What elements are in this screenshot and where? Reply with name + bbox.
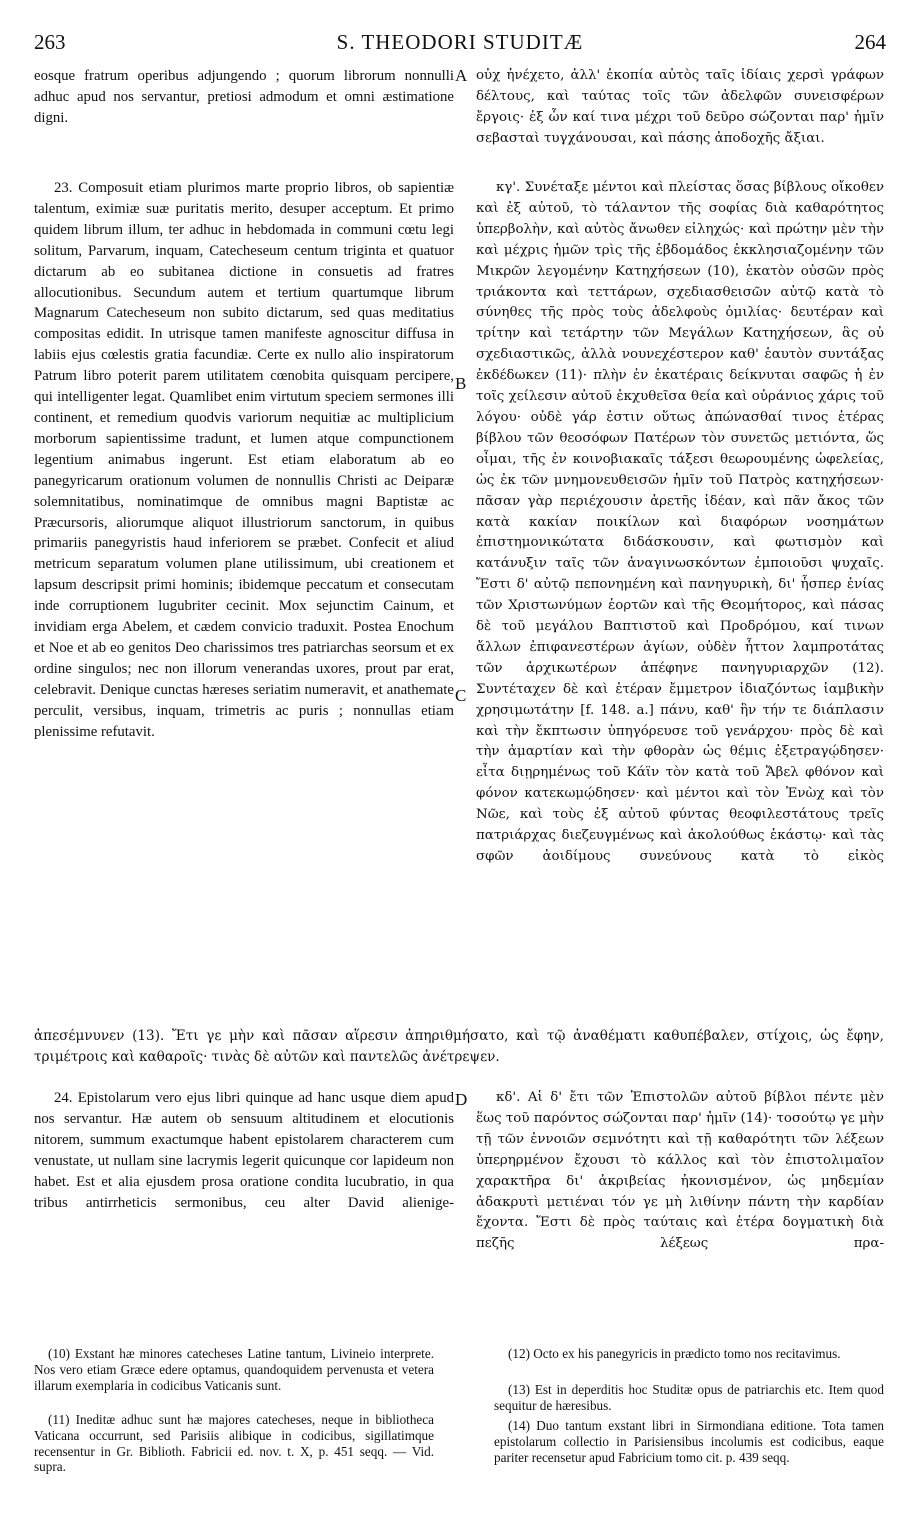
greek-paragraph-23: κγ'. Συνέταξε μέντοι καὶ πλείστας ὅσας βίβλους οἴκοθεν καὶ ἐξ αὐτοῦ, τὸ τάλαντον τῆς σοφίας διὰ καθαρότητος ὑπερβολὴν, καὶ αὐτὸς ἄνωθεν εἰληχώς· καὶ πρώτην μὲν τὴν καὶ μέχρις ἡμῶν τρὶς τῆς ἑβδομάδος ἐκκλησιαζομένην τῶν Μικρῶν λεγομένην Κατηχήσεων (10), ἑκατὸν οὐσῶν πρὸς τριάκοντα καὶ τεττάρων, σχεδιασθεισῶν αὐτῷ κατὰ τὸ σύνηθες τῆς πρὸς τοὺς ἀδελφοὺς ὁμιλίας· δευτέραν καὶ τρίτην καὶ τετάρτην τῶν Μεγάλων Κατηχήσεων, ἃς οὐ σχεδιαστικῶς, ἀλλὰ νουνεχέστερον καθ' ἑαυτὸν συντάξας ἐκδέδωκεν (11)· πλὴν ἐν ἑκατέραις δείκνυται σαφῶς ἡ ἐν τοῖς χείλεσιν αὐτοῦ ἐκχυθεῖσα θεία καὶ οὐράνιος χάρις τοῦ λόγου· οὐδὲ γάρ ἐστιν οὕτως ἀπώνασθαί τινος ἑτέρας βίβλου τῶν θεοσόφων Πατέρων τὸν συνετῶς μετιόντα, ὥς οἶμαι, τῆς ἐν κοινοβιακαῖς τάξεσι θεωρουμένης ὠφελείας, ὡς ἐκ τῶν μνημονευθεισῶν ἡμῖν τοῦ Πατρὸς κατηχήσεων· πᾶσαν γὰρ περιέχουσιν ἀρετῆς ἰδέαν, καὶ πᾶν ἄκος τῶν κατὰ κακίαν ποικίλων καὶ διαφόρων νοσημάτων ἐπιστημονικώτατα διδάσκουσιν, καὶ φωτισμὸν καὶ κατάνυξιν ταῖς τῶν ἀναγινωσκόντων ἐμποιοῦσι ψυχαῖς. Ἔστι δ' αὐτῷ πεπονημένη καὶ πανηγυρικὴ, δι' ἧσπερ ἐνίας τῶν Χριστωνύμων ἑορτῶν καὶ τῆς Θεομήτορος, καὶ πάσας δὲ τοῦ μεγάλου Βαπτιστοῦ καὶ Προδρόμου, καί τινων ἄλλων ἐπιφανεστέρων ἁγίων, οὐδὲν ἧττον λαμπροτάτας τῶν ἀρχικωτέρων ἀπέφηνε πανηγυριαρχῶν (12). Συντέταχεν δὲ καὶ ἑτέραν ἔμμετρον ἰδιαζόντως ἰαμβικὴν χρησιμωτάτην [f. 148. a.] πάνυ, καθ' ἣν τήν τε διάπλασιν καὶ τὴν ἔκπτωσιν ὑπηγόρευσε τοῦ γενάρχου· πρὸς δὲ καὶ τὴν ἁμαρτίαν καὶ τὴν φθορὰν ὡς θέμις ἐξετραγῴδησεν· εἶτα διῃρημένως τοῦ Κάϊν τὸν κατὰ τοῦ Ἄβελ φθόνον καὶ φόνον κατεκωμῴδησεν· καὶ μέντοι καὶ τὸν Ἐνὼχ καὶ τὸν Νῶε, καὶ τοὺς ἐξ αὐτοῦ φύντας θεοφιλεστάτους τρεῖς πατριάρχας διεζευγμένως καὶ ἀκολούθως ἑκάστῳ· καὶ τὰς σφῶν ἀοιδίμους συνεύνους κατὰ τὸ εἰκὸς [476,180,884,864]
footnote-12: (12) Octo ex his panegyricis in prædicto tomo nos recitavimus. [508,1346,841,1361]
section-marker-b: B [455,374,467,393]
page-number-left: 263 [34,30,66,54]
latin-paragraph-continuation: eosque fratrum operibus adjungendo ; quorum librorum nonnulli adhuc apud nos servantur, pretiosi admodum et omni æstimatione digni. [34,68,454,126]
section-marker-c: C [455,686,467,705]
greek-paragraph-continuation: οὐχ ἠνέχετο, ἀλλ' ἐκοπία αὐτὸς ταῖς ἰδίαις χερσὶ γράφων δέλτους, καὶ ταύτας τοῖς τῶν ἀδελφῶν συνεισφέρων ἔργοις· ἐξ ὧν καί τινα μέχρι τοῦ δεῦρο σώζονται παρ' ἡμῖν σεβασταὶ τυγχάνουσαι, καὶ πάσης ἀποδοχῆς ἄξιαι. [476,68,884,146]
footnote-10: (10) Exstant hæ minores catecheses Latine tantum, Livineio interprete. Nos vero etiam Græce edere optamus, quandoquidem pervenusta et vetera illarum exemplaria in codicibus Vaticanis sunt. [34,1346,434,1393]
footnote-13: (13) Est in deperditis hoc Studitæ opus de patriarchis etc. Item quod sequitur de hæresibus. [494,1382,884,1413]
greek-full-width-lines: ἀπεσέμνυνεν (13). Ἔτι γε μὴν καὶ πᾶσαν αἵρεσιν ἀπηριθμήσατο, καὶ τῷ ἀναθέματι καθυπέβαλεν, στίχοις, ὡς ἔφην, τριμέτροις καὶ καθαροῖς· τινὰς δὲ αὐτῶν καὶ παντελῶς ἀνέτρεψεν. [34,1028,884,1065]
page-number-right: 264 [854,30,886,54]
running-title: S. THEODORI STUDITÆ [336,30,584,54]
latin-paragraph-23: 23. Composuit etiam plurimos marte proprio libros, ob sapientiæ talentum, eximiæ suæ puritatis merito, desuper acceptum. Et primo quidem librum illum, ter adhuc in hebdomada in communi cœtu legi solitum, Parvarum, inquam, Catecheseum centum triginta et quatuor dictarum ab eo subitanea dictione in consuetis ad fratres allocutionibus. Secundum autem et tertium quartumque librum Magnarum Catecheseum non subito dictarum, sed quas meditatius compositas edidit. In utrisque tamen manifeste agnoscitur diffusa in labiis ejus cœlestis gratia facundiæ. Certe ex nullo alio inspiratorum Patrum libro poterit parem utilitatem cœnobita quisquam percipere, qui intelligenter legat. Quamlibet enim virtutum speciem sermones illi continent, et remedium quodvis variorum nequitiæ ac multiplicium morborum sapientissime tradunt, et lumen atque compunctionem legentium animabus ingerunt. Est etiam elaboratum ab eo panegyricarum orationum volumen de nonnullis Christi ac Deiparæ solemnitatibus, nominatimque de omnibus magni Baptistæ ac Præcursoris, aliorumque aliquot illustriorum sanctorum, in quibus primariis panegyristis haud inferiorem se præbet. Confecit et aliud metricum separatum volumen plane utilissimum, ubi creationem et lapsum descripsit primi hominis; ibidemque peccatum et consecutam inde corruptionem lugubriter cecinit. Mox sejunctim Cainum, et invidiam erga Abelem, et cædem convicio traduxit. Postea Enochum et Noe et ab eo genitos Deo charissimos tres patriarchas seorsum et ex ordine singulos; nec non illorum venerandas uxores, prout par erat, celebravit. Denique cunctas hæreses seriatim numeravit, et anathemate perculit, versibus, inquam, trimetris ac puris ; nonnullas etiam plenissime refutavit. [34,180,454,740]
latin-paragraph-24: 24. Epistolarum vero ejus libri quinque ad hanc usque diem apud nos servantur. Hæ autem ob sensuum altitudinem et elocutionis nitorem, summum exactumque habent epistolarem characterem cum venustate, ut nullam sine lacrymis legerit quicunque cor lapideum non habet. Est et alia ejusdem prosa oratione condita lucubratio, in qua tribus antirrheticis sermonibus, ceu alter David alienige- [34,1090,454,1211]
footnote-11: (11) Ineditæ adhuc sunt hæ majores catecheses, neque in bibliotheca Vaticana occurrunt, sed Parisiis alibique in codicibus, sigillatimque recensentur in Gr. Biblioth. Fabricii ed. nov. t. X, p. 451 seqq. — Vid. supra. [34,1412,434,1475]
running-header [34,30,886,60]
greek-paragraph-24: κδ'. Αἱ δ' ἔτι τῶν Ἐπιστολῶν αὐτοῦ βίβλοι πέντε μὲν ἕως τοῦ παρόντος σώζονται παρ' ἡμῖν (14)· τοσούτῳ γε μὴν τῇ τῶν ἐννοιῶν σεμνότητι καὶ τῇ καθαρότητι τῶν λέξεων ὑπερηρμένον ἔχουσι τὸ κάλλος καὶ τὸν ἐπιστολιμαῖον χαρακτῆρα δι' ἀκριβείας ἠκονισμένον, ὡς μηδεμίαν ἀδακρυτὶ μετιέναι τόν γε μὴ λιθίνην πάντη τὴν καρδίαν ἔχοντα. Ἔστι δὲ πρὸς ταύταις καὶ ἑτέρα δογματικὴ διὰ πεζῆς λέξεως πρα- [476,1090,884,1252]
section-marker-d: D [455,1090,468,1109]
footnote-14: (14) Duo tantum exstant libri in Sirmondiana editione. Tota tamen epistolarum collectio in Parisiensibus incolumis est codicibus, eaque pariter recensetur apud Fabricium tomo cit. p. 439 seqq. [494,1418,884,1465]
section-marker-a: A [455,66,468,85]
